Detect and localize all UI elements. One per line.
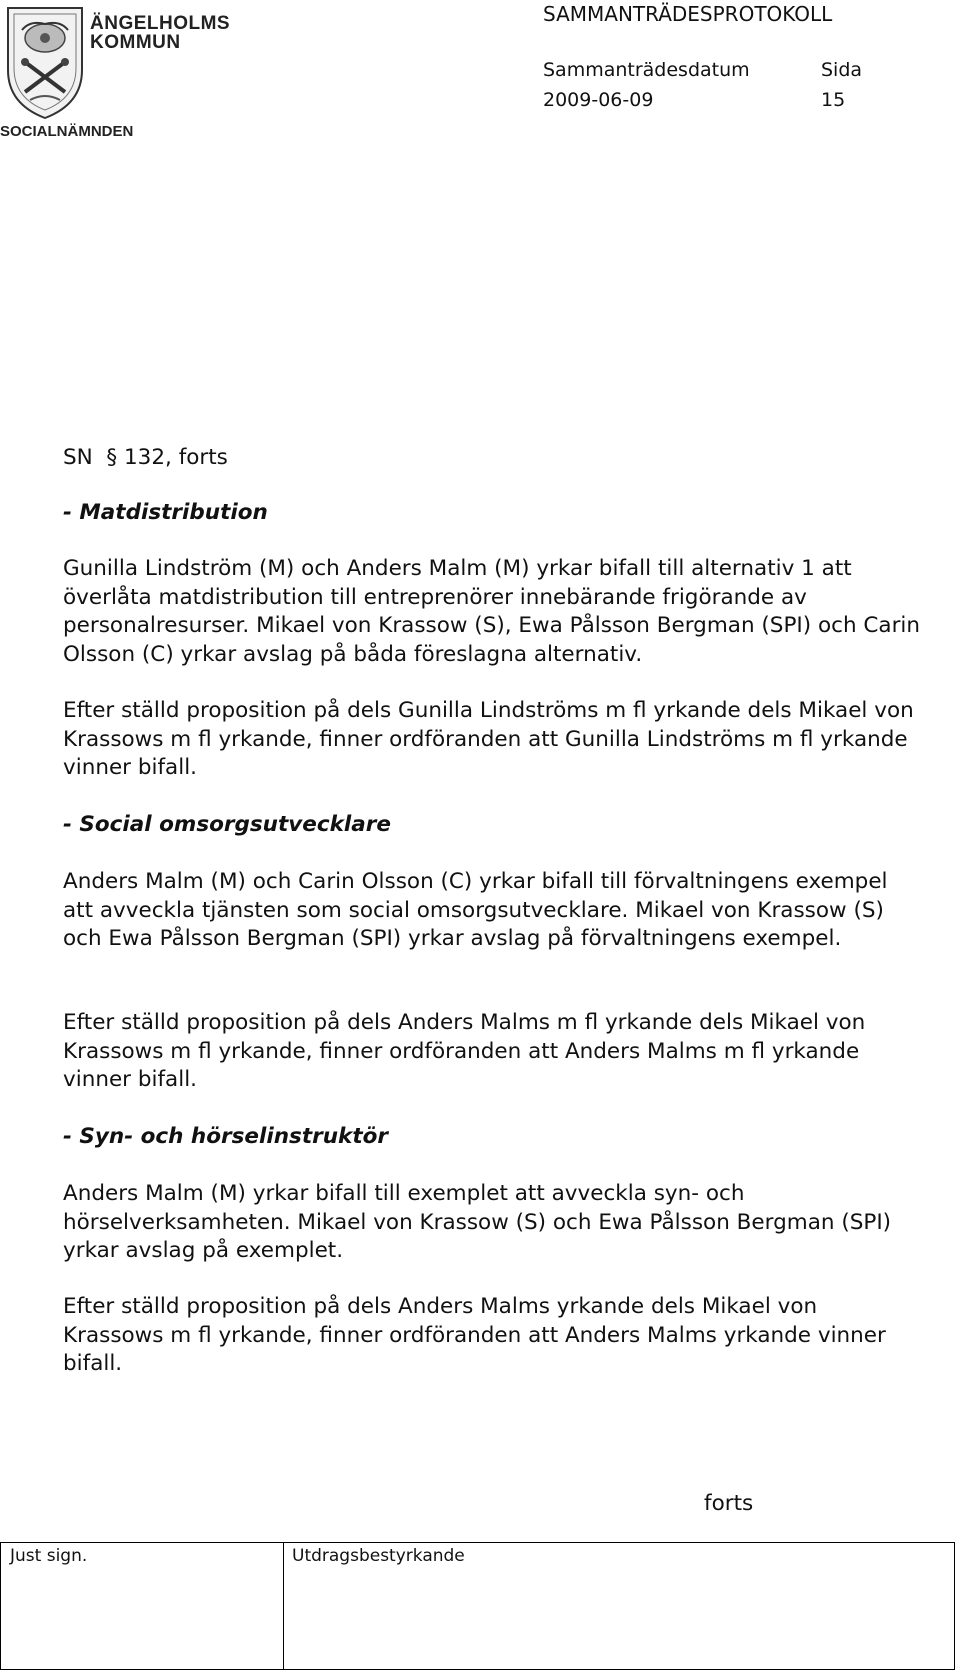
section-heading-matdistribution: - Matdistribution: [63, 500, 268, 525]
document-type: SAMMANTRÄDESPROTOKOLL: [543, 2, 833, 26]
section-paragraph: Efter ställd proposition på dels Anders Malms m fl yrkande dels Mikael von Krassows m fl yrkande, finner ordföranden att Anders Malms m fl yrkande vinner bifall.: [63, 1010, 866, 1092]
section-paragraph: Anders Malm (M) yrkar bifall till exemplet att avveckla syn- och hörselverksamheten. Mikael von Krassow (S) och Ewa Pålsson Bergman (SPI) yrkar avslag på exemplet.: [63, 1181, 892, 1263]
signature-table: [0, 1542, 955, 1670]
page-number: 15: [821, 89, 846, 111]
meeting-date-label: Sammanträdesdatum: [543, 59, 750, 81]
municipality-logo: [0, 0, 231, 145]
adjuster-signature-label: Just sign.: [10, 1546, 88, 1566]
section-paragraph: Gunilla Lindström (M) och Anders Malm (M) yrkar bifall till alternativ 1 att överlåta matdistribution till entreprenörer innebärande frigörande av personalresurser. Mikael von Krassow (S), Ewa Pålsson Bergman (SPI) och Carin Olsson (C) yrkar avslag på båda föreslagna alternativ.: [63, 556, 921, 667]
extract-certification-label: Utdragsbestyrkande: [292, 1546, 465, 1566]
section-paragraph: Efter ställd proposition på dels Anders Malms yrkande dels Mikael von Krassows m fl yrkande, finner ordföranden att Anders Malms yrkande vinner bifall.: [63, 1294, 886, 1376]
coat-of-arms-icon: [0, 0, 90, 125]
continued-marker: forts: [704, 1491, 754, 1516]
municipality-name-line2: KOMMUN: [90, 32, 181, 53]
section-paragraph: Efter ställd proposition på dels Gunilla Lindströms m fl yrkande dels Mikael von Krassows m fl yrkande, finner ordföranden att Gunilla Lindströms m fl yrkande vinner bifall.: [63, 698, 914, 780]
paragraph-reference: SN § 132, forts: [63, 445, 228, 470]
section-paragraph: Anders Malm (M) och Carin Olsson (C) yrkar bifall till förvaltningens exempel att avveckla tjänsten som social omsorgsutvecklare. Mikael von Krassow (S) och Ewa Pålsson Bergman (SPI) yrkar avslag på förvaltningens exempel.: [63, 869, 888, 951]
meeting-date-value: 2009-06-09: [543, 89, 654, 111]
page-label: Sida: [821, 59, 863, 81]
committee-name: SOCIALNÄMNDEN: [0, 123, 134, 140]
section-heading-syn-horselinstruktor: - Syn- och hörselinstruktör: [63, 1124, 388, 1149]
municipality-name-line1: ÄNGELHOLMS: [90, 13, 231, 34]
table-divider: [283, 1543, 284, 1669]
section-heading-social-omsorgsutvecklare: - Social omsorgsutvecklare: [63, 812, 391, 837]
